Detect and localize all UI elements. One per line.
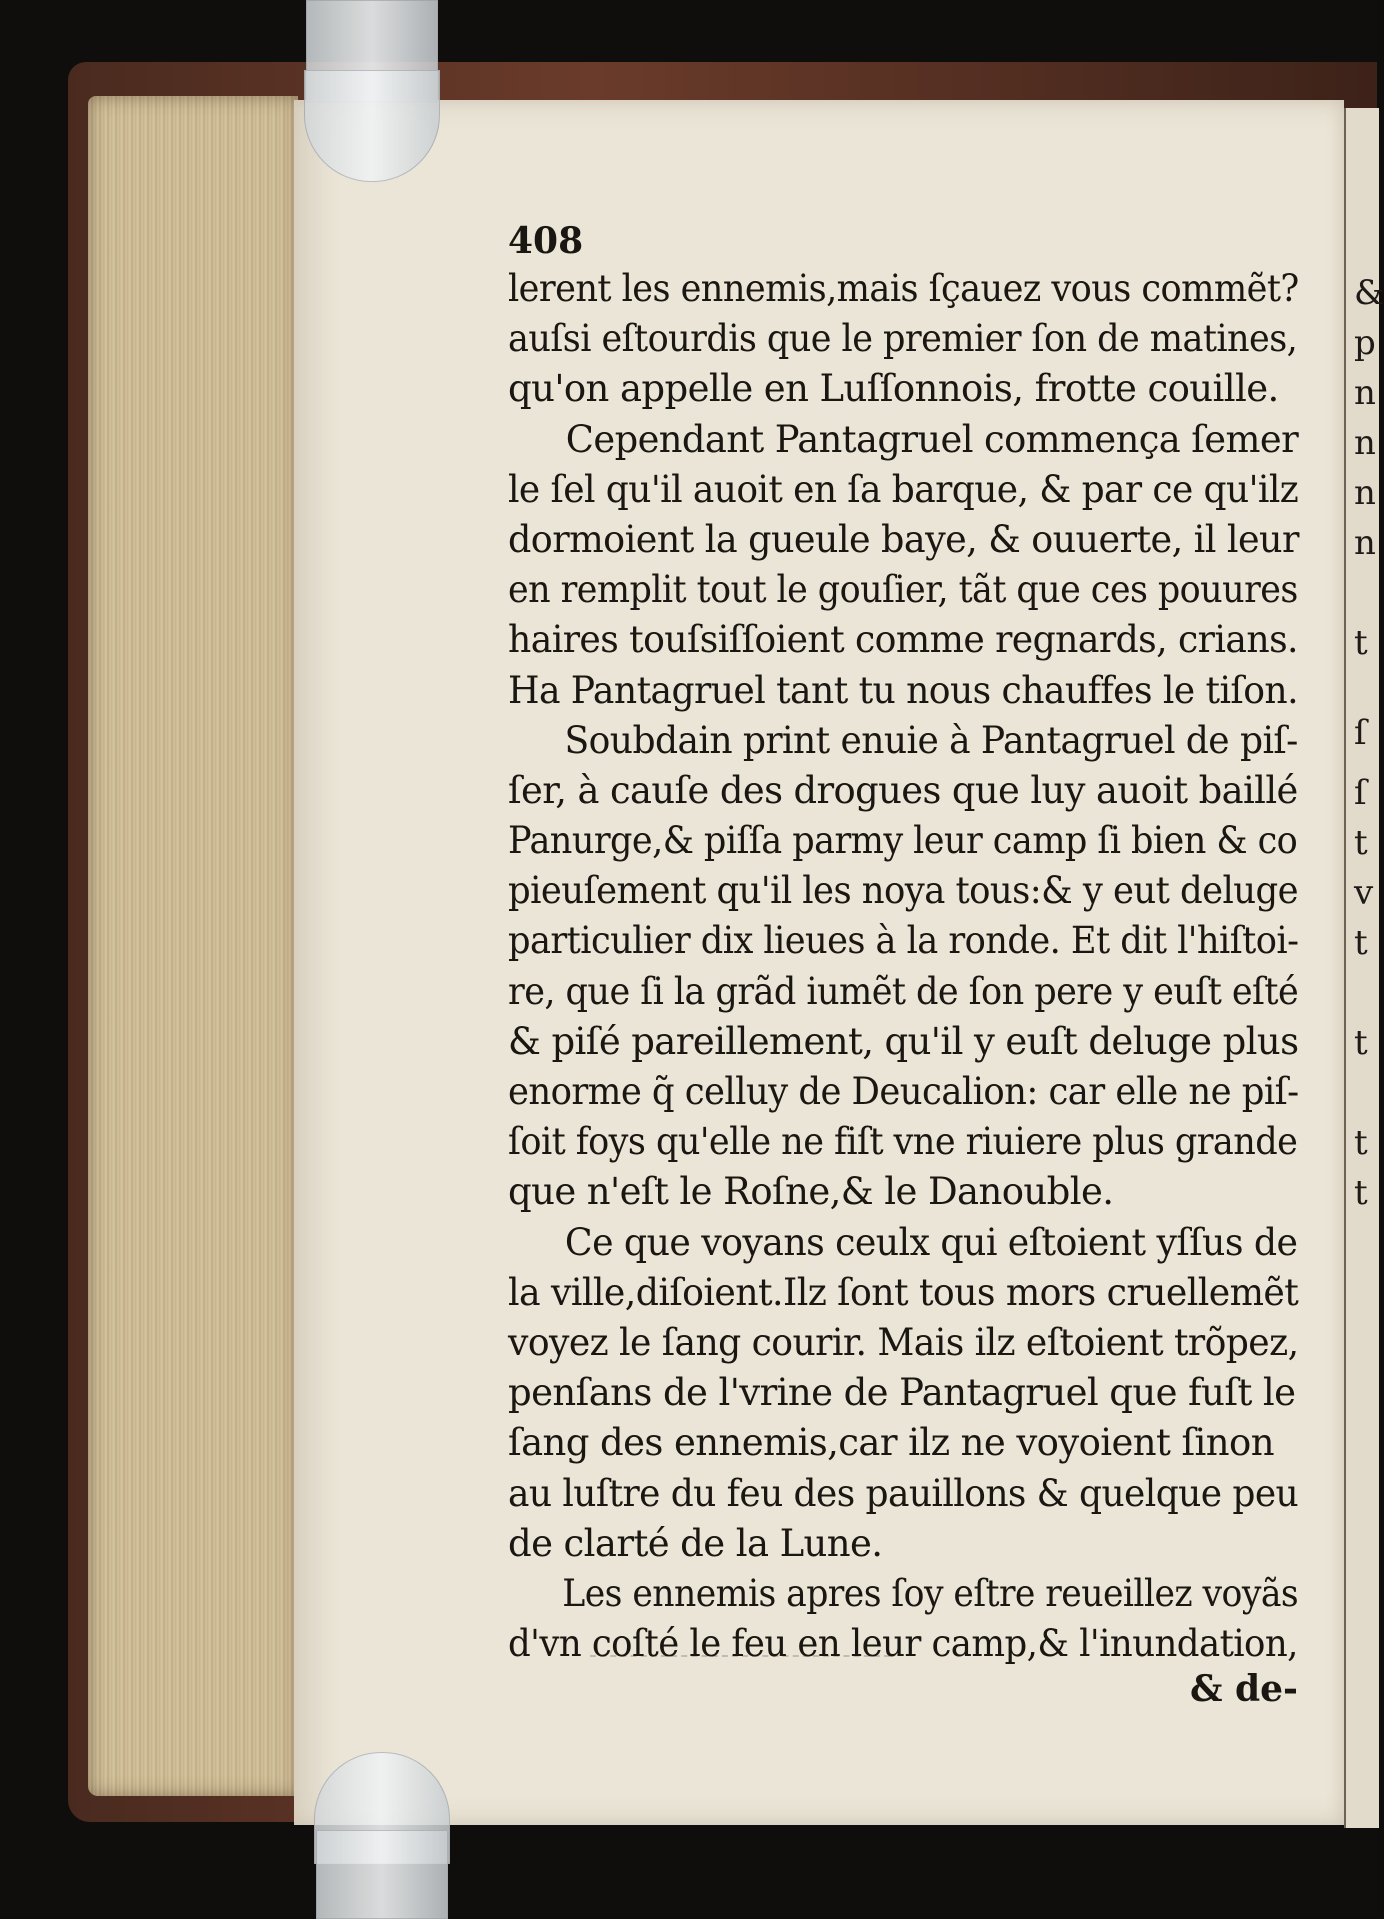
next-page-fragment: t	[1354, 1173, 1368, 1213]
text-line: penſans de l'vrine de Pantagruel que fuſt le	[508, 1371, 1296, 1415]
page-edges	[88, 96, 298, 1796]
text-line: re, que ſi la grãd iumẽt de ſon pere y euſt eſté	[508, 969, 1299, 1013]
text-line: dormoient la gueule baye, & ouuerte, il leur	[508, 517, 1299, 561]
text-line: Soubdain print enuie à Pantagruel de piſ-	[564, 718, 1298, 762]
page-text	[508, 220, 1299, 1711]
text-line: voyez le ſang courir. Mais ilz eſtoient trõpez,	[508, 1320, 1299, 1364]
page-number: 408	[508, 220, 584, 262]
text-line: ſang des ennemis,car ilz ne voyoient ſinon	[508, 1421, 1274, 1465]
text-line: pieuſement qu'il les noya tous:& y eut deluge	[508, 869, 1299, 913]
text-line: enorme q̃ celluy de Deucalion: car elle ne piſ-	[508, 1070, 1299, 1113]
text-line: Panurge,& piſſa parmy leur camp ſi bien & co	[508, 819, 1298, 863]
text-line: Les ennemis apres ſoy eſtre reueillez voyãs	[562, 1571, 1299, 1615]
text-line: la ville,diſoient.Ilz ſont tous mors cruellemẽt	[508, 1270, 1299, 1314]
text-line: haires touſsiſſoient comme regnards, crians.	[508, 618, 1298, 662]
text-line: particulier dix lieues à la ronde. Et dit l'hiſtoi-	[508, 919, 1299, 963]
text-line: Ce que voyans ceulx qui eſtoient yſſus de	[564, 1220, 1298, 1264]
text-line: ſer, à cauſe des drogues que luy auoit baillé	[508, 768, 1298, 812]
next-page-fragment: t	[1354, 823, 1368, 863]
text-line: d'vn coſté le feu en leur camp,& l'inundation,	[508, 1622, 1298, 1666]
text-line: lerent les ennemis,mais ſçauez vous commẽt?	[508, 267, 1299, 310]
text-line: Ha Pantagruel tant tu nous chauffes le tiſon.	[508, 668, 1298, 712]
next-page-fragment: t	[1354, 1123, 1368, 1163]
next-page-edge	[1344, 108, 1384, 1828]
next-page-fragment: n	[1354, 373, 1376, 413]
next-page-fragment: ſ	[1354, 773, 1367, 813]
next-page-fragment: n	[1354, 473, 1376, 513]
next-page-fragment: t	[1354, 623, 1368, 663]
next-page-fragment: n	[1354, 423, 1376, 463]
next-page-fragment: n	[1354, 523, 1376, 563]
text-line: au luſtre du feu des pauillons & quelque peu	[508, 1471, 1299, 1515]
next-page-fragment: v	[1354, 873, 1374, 913]
text-line: & piſé pareillement, qu'il y euſt deluge plus	[508, 1019, 1299, 1063]
text-lines	[508, 264, 1298, 1669]
text-line: le ſel qu'il auoit en ſa barque, & par ce qu'ilz	[508, 467, 1299, 511]
next-page-fragment: &	[1354, 273, 1384, 313]
catchword: & de-	[1189, 1668, 1298, 1711]
text-line: qu'on appelle en Luſſonnois, frotte couille.	[508, 367, 1279, 411]
text-line: ſoit foys qu'elle ne fiſt vne riuiere plus grande	[508, 1120, 1298, 1164]
bottom-clip-strip	[316, 1830, 448, 1919]
next-page-fragment: p	[1354, 323, 1376, 363]
text-line: en remplit tout le gouſier, tãt que ces pouures	[508, 568, 1298, 612]
text-line: que n'eſt le Roſne,& le Danouble.	[508, 1170, 1114, 1214]
text-line: de clarté de la Lune.	[508, 1521, 883, 1565]
next-page-fragment: ſ	[1354, 713, 1367, 753]
text-line: Cependant Pantagruel commença ſemer	[565, 417, 1299, 461]
text-line: auſsi eſtourdis que le premier ſon de matines,	[508, 317, 1298, 361]
next-page-fragment: t	[1354, 923, 1368, 963]
next-page-fragment: t	[1354, 1023, 1368, 1063]
